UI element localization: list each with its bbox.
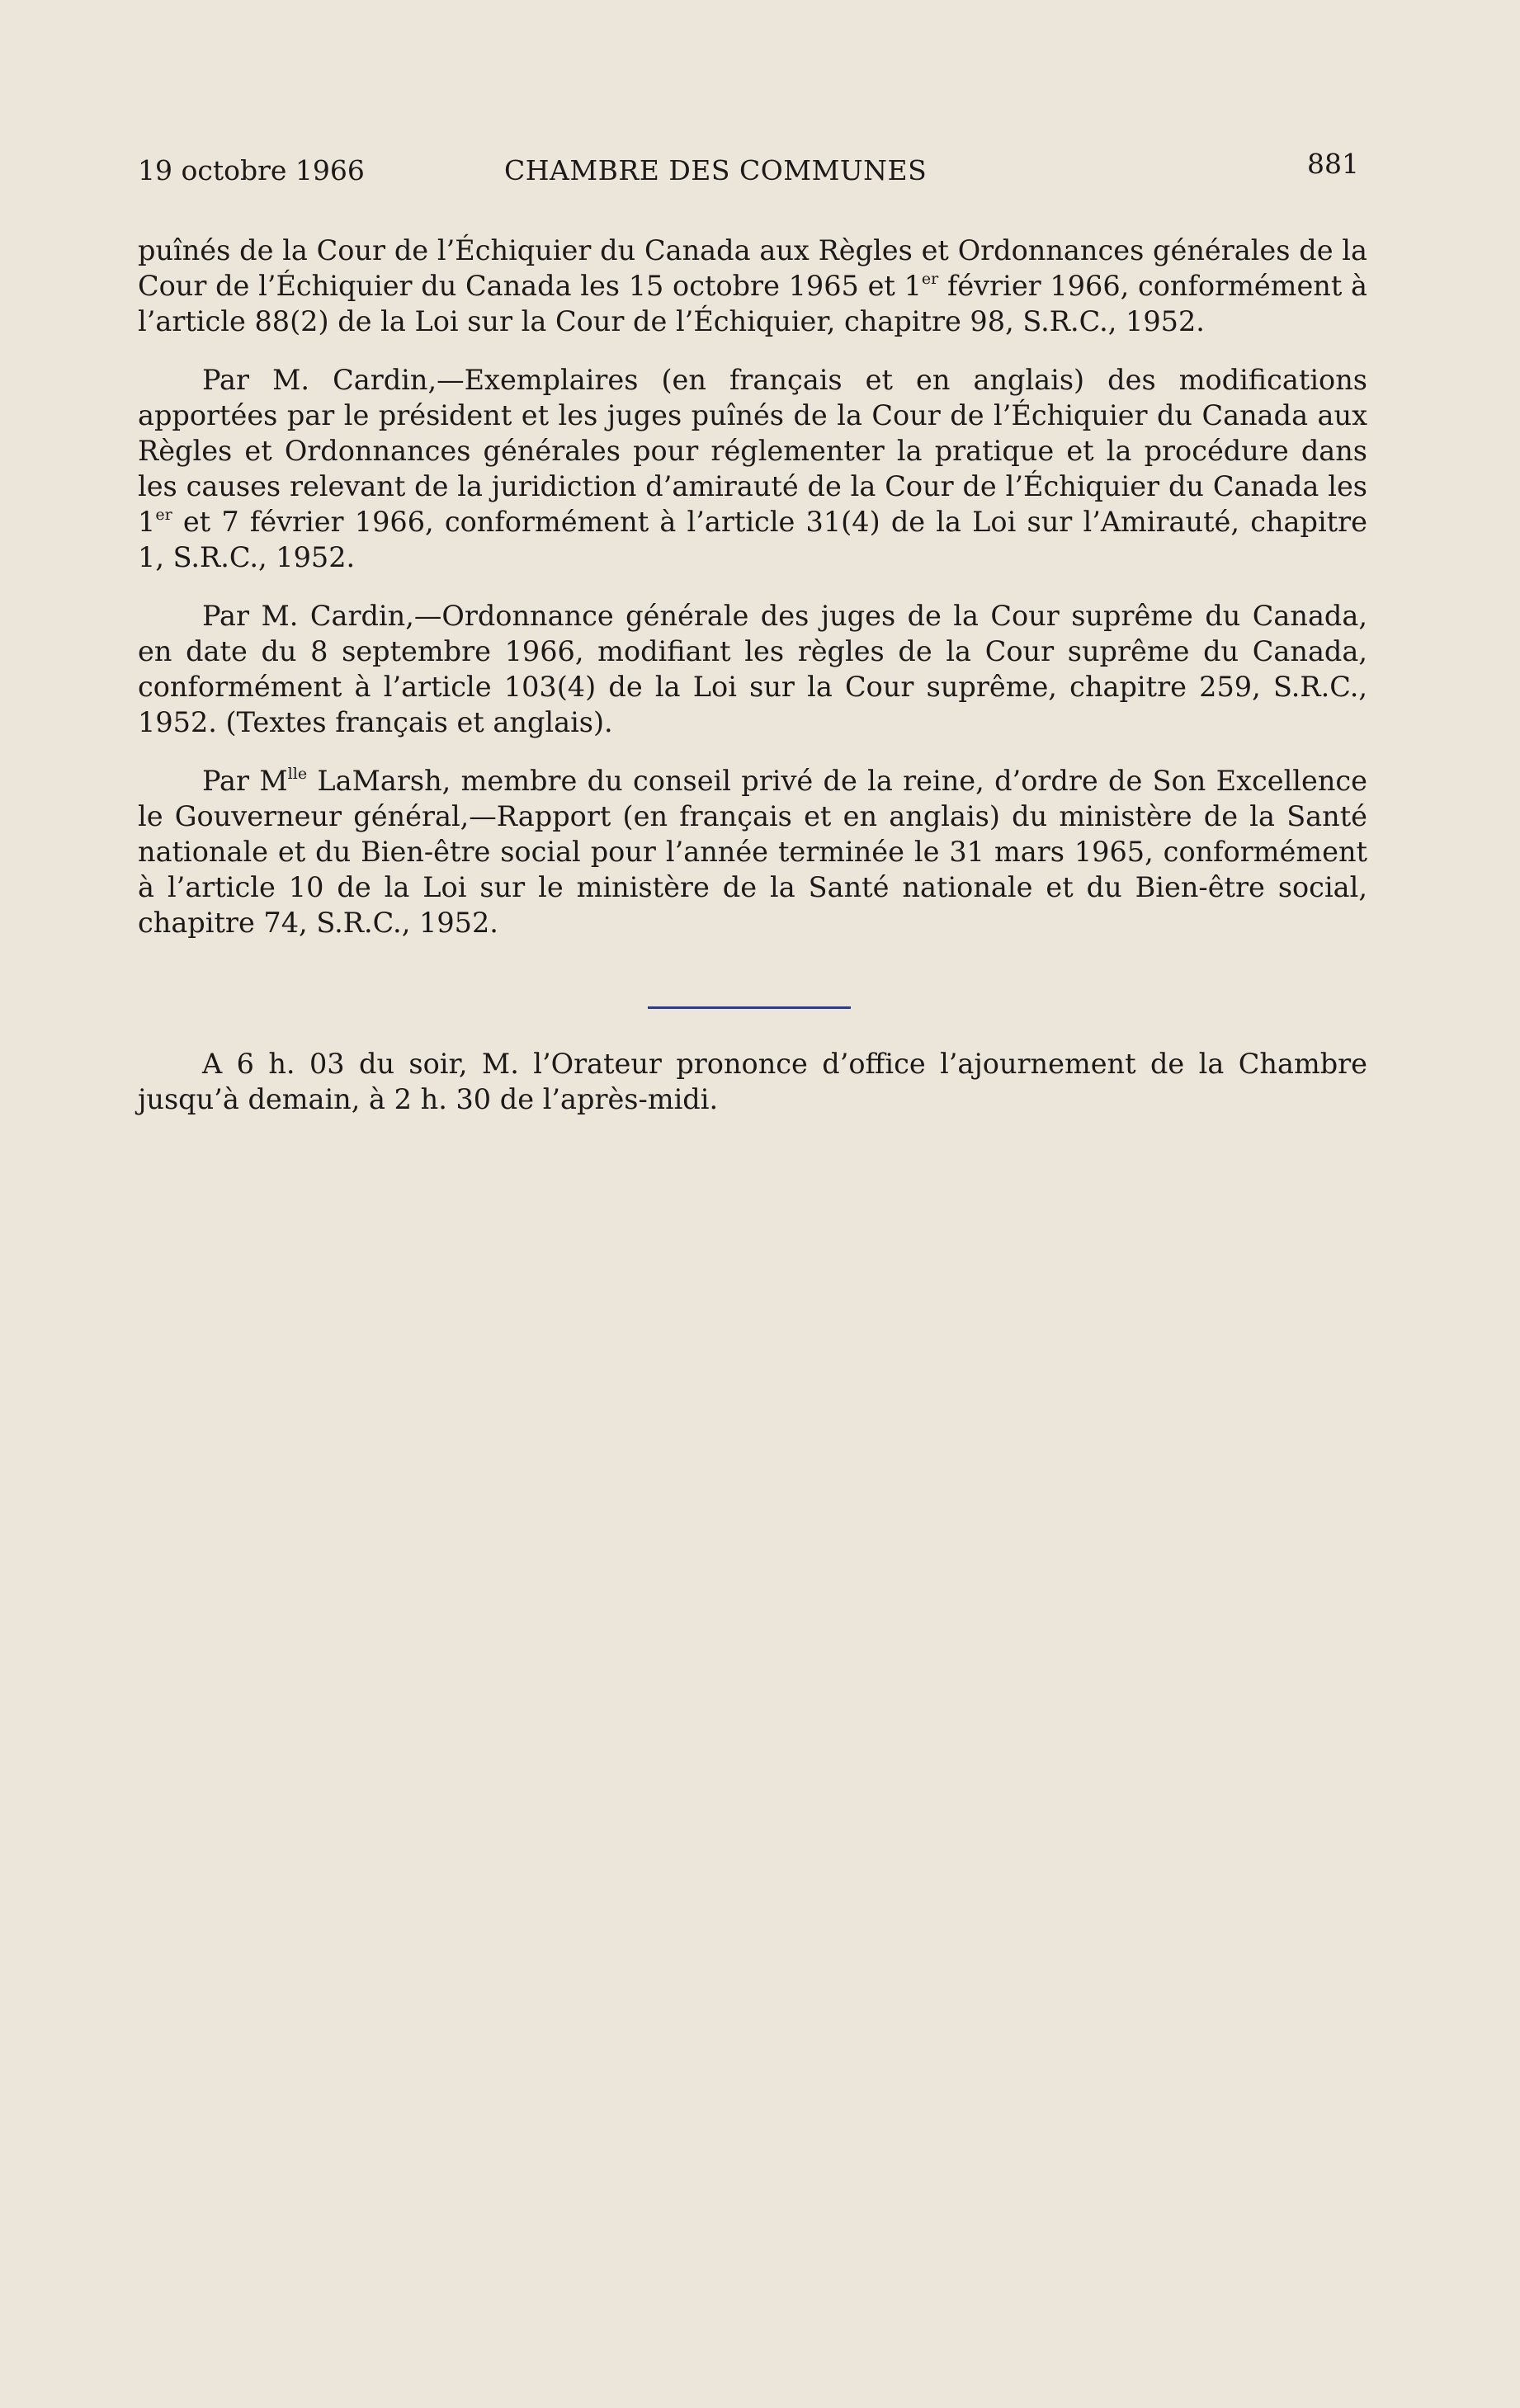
paragraph-2 — [138, 362, 1367, 575]
paragraph-3: Par M. Cardin,—Ordonnance générale des juges de la Cour suprême du Canada, en date du 8 septembre 1966, modifiant les règles de la Cour suprême du Canada, conformément à l’article 103(4) de la Loi sur la Cour suprême, chapitre 259, S.R.C., 1952. (Textes français et anglais). — [138, 600, 1367, 738]
paragraph-2-superscript: er — [155, 506, 172, 524]
paragraph-2-text-b: et 7 février 1966, conformément à l’article 31(4) de la Loi sur l’Amirauté, chapitre 1, S.R.C., 1952. — [138, 506, 1367, 573]
paragraph-2-text-a: Par M. Cardin,—Exemplaires (en français et en anglais) des modifications apportées par le président et les juges puînés de la Cour de l’Échiquier du Canada aux Règles et Ordonnances générales pour réglementer la pratique et la procédure dans les causes relevant de la juridiction d’amirauté de la Cour de l’Échiquier du Canada les 1 — [138, 364, 1367, 538]
paragraph-4-superscript: lle — [287, 765, 308, 783]
section-divider — [648, 1006, 851, 1009]
paragraph-1-text-a: puînés de la Cour de l’Échiquier du Canada aux Règles et Ordonnances générales de la Cour de l’Échiquier du Canada les 15 octobre 1965 et 1 — [138, 234, 1367, 302]
page-number: 881 — [1307, 148, 1359, 180]
paragraph-1-text-b: février 1966, conformément à l’article 88(2) de la Loi sur la Cour de l’Échiquier, chapitre 98, S.R.C., 1952. — [138, 270, 1367, 337]
adjournment-paragraph: A 6 h. 03 du soir, M. l’Orateur prononce d’office l’ajournement de la Chambre jusqu’à demain, à 2 h. 30 de l’après-midi. — [138, 1048, 1367, 1115]
paragraph-1 — [138, 233, 1367, 339]
paragraph-4-text-b: LaMarsh, membre du conseil privé de la reine, d’ordre de Son Excellence le Gouverneur général,—Rapport (en français et en anglais) du ministère de la Santé nationale et du Bien-être social pour l’année terminée le 31 mars 1965, conformément à l’article 10 de la Loi sur le ministère de la Santé nationale et du Bien-être social, chapitre 74, S.R.C., 1952. — [138, 765, 1367, 939]
paragraph-1-superscript: er — [921, 270, 939, 288]
running-header — [138, 150, 1367, 191]
header-date: 19 octobre 1966 — [138, 154, 365, 186]
paragraph-4 — [138, 763, 1367, 940]
document-body — [138, 233, 1367, 964]
header-title: CHAMBRE DES COMMUNES — [504, 154, 928, 186]
paragraph-4-text-a: Par M — [202, 765, 288, 797]
